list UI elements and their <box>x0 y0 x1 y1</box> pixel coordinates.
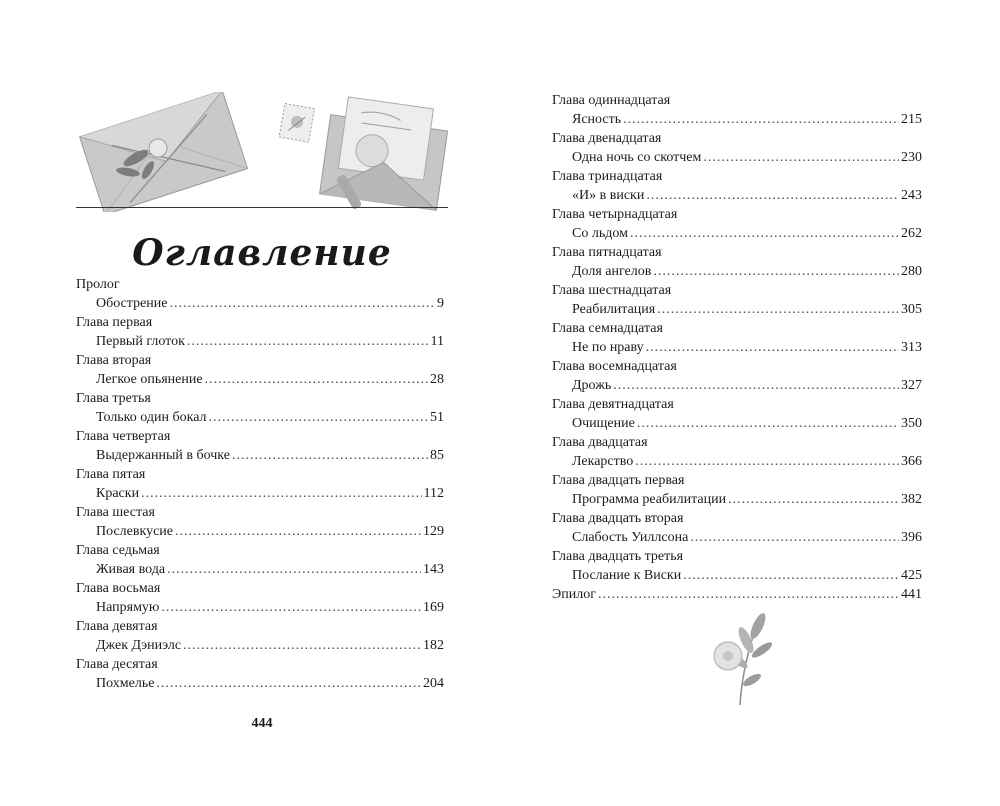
toc-title: Оглавление <box>132 232 392 274</box>
entry-page-number: 280 <box>901 264 922 279</box>
stamp-icon <box>279 103 314 142</box>
chapter-label: Глава десятая <box>76 657 158 672</box>
toc-entry[interactable] <box>552 224 922 243</box>
entry-page-number: 204 <box>423 676 444 691</box>
toc-entry[interactable] <box>76 674 444 693</box>
toc-entry[interactable] <box>76 294 444 313</box>
entry-title: Со льдом <box>572 226 628 241</box>
dot-leader <box>175 522 421 541</box>
chapter-label: Пролог <box>76 277 120 292</box>
chapter-label: Глава восемнадцатая <box>552 359 677 374</box>
entry-title: Одна ночь со скотчем <box>572 150 702 165</box>
dot-leader <box>683 566 899 585</box>
chapter-label: Глава пятнадцатая <box>552 245 662 260</box>
dot-leader <box>141 484 421 503</box>
entry-title: «И» в виски <box>572 188 645 203</box>
entry-page-number: 215 <box>901 112 922 127</box>
entry-page-number: 230 <box>901 150 922 165</box>
entry-title: Ясность <box>572 112 622 127</box>
chapter-label: Глава шестая <box>76 505 155 520</box>
entry-page-number: 366 <box>901 454 922 469</box>
chapter-label: Глава одиннадцатая <box>552 93 671 108</box>
chapter-label: Глава четвертая <box>76 429 171 444</box>
entry-title: Похмелье <box>96 676 155 691</box>
entry-title: Напрямую <box>96 600 160 615</box>
toc-entry[interactable] <box>76 636 444 655</box>
toc-entry[interactable] <box>552 148 922 167</box>
chapter-label: Глава пятая <box>76 467 146 482</box>
dot-leader <box>167 560 421 579</box>
entry-title: Очищение <box>572 416 635 431</box>
dot-leader <box>170 294 436 313</box>
toc-entry[interactable] <box>552 566 922 585</box>
toc-entry[interactable] <box>76 560 444 579</box>
chapter-label: Глава двадцать вторая <box>552 511 684 526</box>
entry-title: Лекарство <box>572 454 634 469</box>
entry-title: Реабилитация <box>572 302 656 317</box>
dot-leader <box>653 262 899 281</box>
dot-leader <box>657 300 899 319</box>
toc-entry[interactable] <box>76 598 444 617</box>
dot-leader <box>635 452 899 471</box>
dot-leader <box>205 370 428 389</box>
toc-entry-epilogue[interactable] <box>552 585 922 604</box>
dot-leader <box>646 186 899 205</box>
dot-leader <box>623 110 899 129</box>
dot-leader <box>156 674 421 693</box>
toc-entry[interactable] <box>552 528 922 547</box>
envelopes-illustration <box>76 92 448 212</box>
chapter-label: Глава девятнадцатая <box>552 397 674 412</box>
dot-leader <box>232 446 428 465</box>
toc-entry[interactable] <box>552 414 922 433</box>
toc-entry[interactable] <box>552 300 922 319</box>
entry-page-number: 28 <box>430 372 444 387</box>
dot-leader <box>183 636 421 655</box>
entry-page-number: 396 <box>901 530 922 545</box>
chapter-label: Глава шестнадцатая <box>552 283 672 298</box>
toc-entry[interactable] <box>76 522 444 541</box>
entry-title: Послание к Виски <box>572 568 682 583</box>
toc-entry[interactable] <box>552 186 922 205</box>
header-rule <box>76 207 448 208</box>
toc-entry[interactable] <box>552 262 922 281</box>
entry-title: Эпилог <box>552 587 596 602</box>
entry-page-number: 112 <box>423 486 444 501</box>
entry-page-number: 441 <box>901 587 922 602</box>
dot-leader <box>187 332 429 351</box>
chapter-label: Глава четырнадцатая <box>552 207 678 222</box>
entry-title: Джек Дэниэлс <box>96 638 182 653</box>
entry-page-number: 129 <box>423 524 444 539</box>
dot-leader <box>209 408 428 427</box>
chapter-label: Глава семнадцатая <box>552 321 663 336</box>
toc-entry[interactable] <box>76 408 444 427</box>
chapter-label: Глава двадцать первая <box>552 473 685 488</box>
chapter-label: Глава седьмая <box>76 543 160 558</box>
chapter-label: Глава двадцатая <box>552 435 648 450</box>
entry-title: Легкое опьянение <box>96 372 203 387</box>
dot-leader <box>598 585 899 604</box>
dot-leader <box>161 598 421 617</box>
entry-page-number: 85 <box>430 448 444 463</box>
toc-entry[interactable] <box>76 370 444 389</box>
entry-page-number: 9 <box>437 296 444 311</box>
entry-page-number: 143 <box>423 562 444 577</box>
toc-entry[interactable] <box>552 110 922 129</box>
entry-page-number: 350 <box>901 416 922 431</box>
dot-leader <box>690 528 899 547</box>
dot-leader <box>613 376 899 395</box>
dot-leader <box>728 490 899 509</box>
flower-sprig-icon <box>700 610 780 710</box>
right-toc <box>552 91 922 604</box>
entry-title: Первый глоток <box>96 334 185 349</box>
chapter-label: Глава восьмая <box>76 581 161 596</box>
left-toc <box>76 275 444 693</box>
entry-title: Только один бокал <box>96 410 207 425</box>
entry-page-number: 182 <box>423 638 444 653</box>
entry-title: Живая вода <box>96 562 166 577</box>
entry-title: Слабость Уиллсона <box>572 530 689 545</box>
chapter-label: Глава третья <box>76 391 151 406</box>
entry-title: Не по нраву <box>572 340 644 355</box>
toc-entry[interactable] <box>76 446 444 465</box>
entry-page-number: 305 <box>901 302 922 317</box>
chapter-label: Глава вторая <box>76 353 152 368</box>
toc-entry[interactable] <box>552 338 922 357</box>
entry-title: Программа реабилитации <box>572 492 727 507</box>
entry-page-number: 425 <box>901 568 922 583</box>
entry-title: Послевкусие <box>96 524 174 539</box>
toc-entry[interactable] <box>76 332 444 351</box>
chapter-label: Глава тринадцатая <box>552 169 663 184</box>
entry-page-number: 51 <box>430 410 444 425</box>
entry-page-number: 327 <box>901 378 922 393</box>
entry-title: Краски <box>96 486 140 501</box>
entry-page-number: 169 <box>423 600 444 615</box>
chapter-label: Глава девятая <box>76 619 158 634</box>
entry-page-number: 313 <box>901 340 922 355</box>
chapter-label: Глава первая <box>76 315 153 330</box>
dot-leader <box>637 414 899 433</box>
chapter-label: Глава двадцать третья <box>552 549 684 564</box>
toc-entry[interactable] <box>552 376 922 395</box>
entry-title: Доля ангелов <box>572 264 652 279</box>
dot-leader <box>646 338 899 357</box>
entry-title: Обострение <box>96 296 168 311</box>
entry-title: Дрожь <box>572 378 612 393</box>
dot-leader <box>703 148 899 167</box>
dot-leader <box>630 224 899 243</box>
entry-page-number: 243 <box>901 188 922 203</box>
toc-entry[interactable] <box>552 490 922 509</box>
toc-entry[interactable] <box>552 452 922 471</box>
entry-title: Выдержанный в бочке <box>96 448 230 463</box>
toc-entry[interactable] <box>76 484 444 503</box>
entry-page-number: 382 <box>901 492 922 507</box>
entry-page-number: 262 <box>901 226 922 241</box>
entry-page-number: 11 <box>430 334 444 349</box>
chapter-label: Глава двенадцатая <box>552 131 662 146</box>
page-number: 444 <box>251 716 273 731</box>
